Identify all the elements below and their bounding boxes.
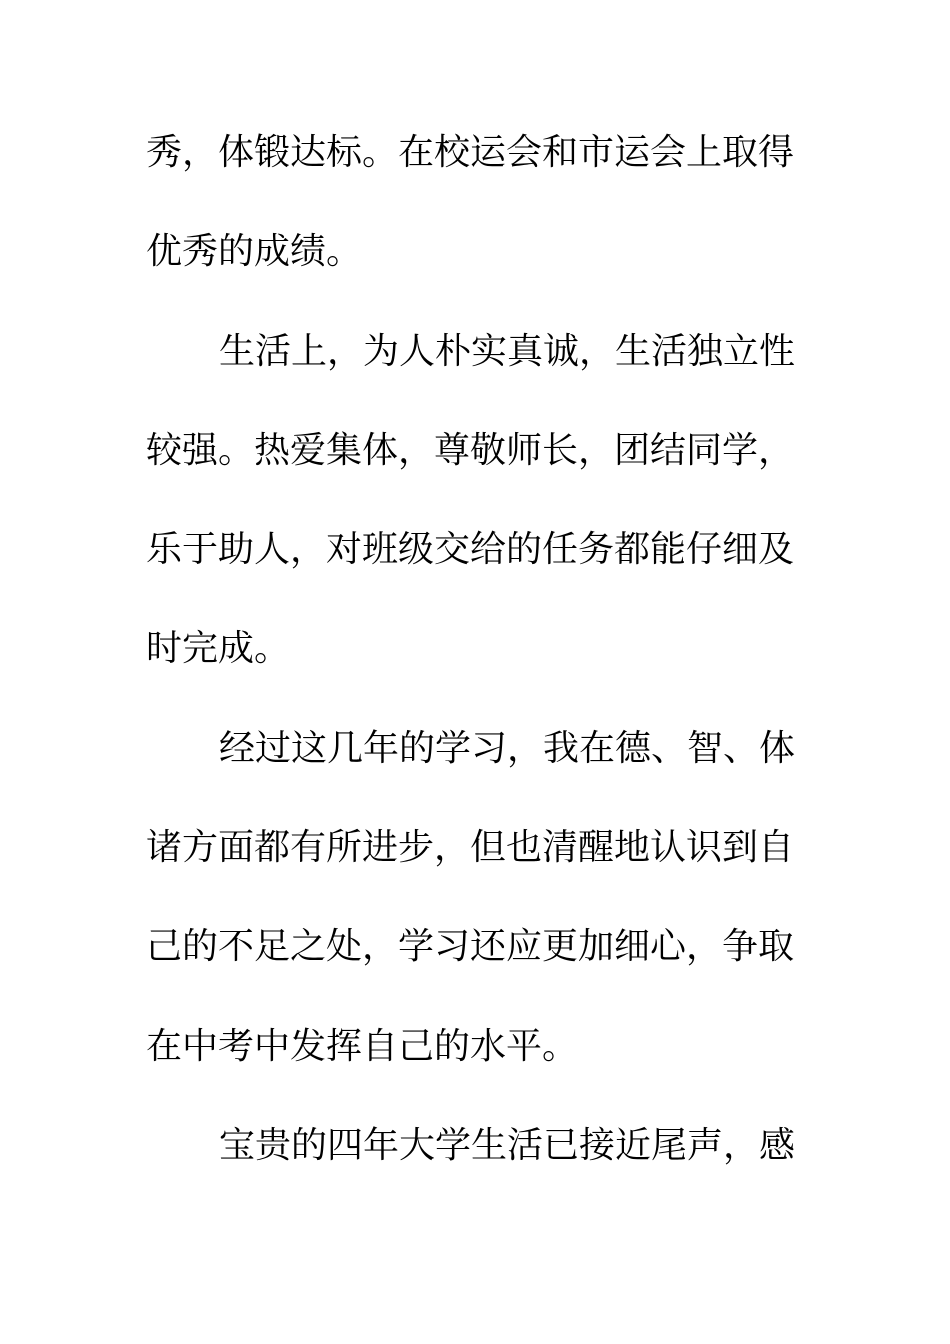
document-body: [146, 120, 816, 1212]
text-line: 己的不足之处，学习还应更加细心，争取: [146, 926, 795, 968]
text-line: 在中考中发挥自己的水平。: [146, 1025, 579, 1067]
text-line: 诸方面都有所进步，但也清醒地认识到自: [146, 827, 795, 869]
text-line: 秀，体锻达标。在校运会和市运会上取得: [146, 132, 795, 173]
text-line: 优秀的成绩。: [146, 231, 363, 273]
paragraph-start-line: 经过这几年的学习，我在德、智、体: [219, 727, 796, 769]
paragraph-start-line: 宝贵的四年大学生活已接近尾声，感: [219, 1124, 796, 1166]
paragraph-start-line: 生活上，为人朴实真诚，生活独立性: [219, 330, 796, 372]
text-line: 乐于助人，对班级交给的任务都能仔细及: [146, 529, 795, 571]
text-line: 较强。热爱集体，尊敬师长，团结同学，: [146, 429, 795, 471]
text-line: 时完成。: [146, 628, 291, 670]
